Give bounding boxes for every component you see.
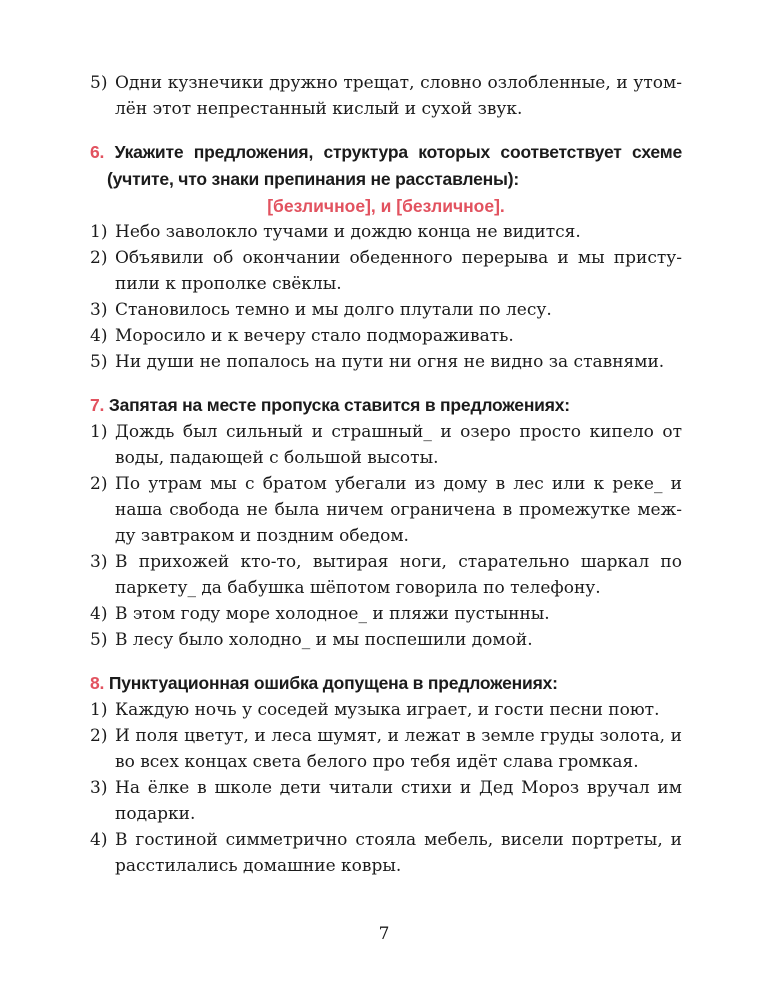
- option-number: 3): [90, 778, 108, 798]
- option-text: И поля цветут, и леса шумят, и лежат в земле груды золота, и: [115, 726, 682, 746]
- option-text: В гостиной симметрично стояла мебель, висели портреты, и: [115, 830, 682, 850]
- option-5: [90, 349, 682, 375]
- item-number: 5): [90, 73, 108, 93]
- option-3: [90, 775, 682, 801]
- option-text: В этом году море холодное_ и пляжи пустынны.: [115, 604, 550, 624]
- prev-item-5: [90, 70, 682, 122]
- option-1: [90, 419, 682, 445]
- question-heading-text: (учтите, что знаки препинания не расставлены):: [107, 169, 520, 189]
- question-heading-text: Запятая на месте пропуска ставится в предложениях:: [108, 395, 570, 415]
- option-text: Моросило и к вечеру стало подмораживать.: [115, 326, 514, 346]
- option-number: 4): [90, 326, 108, 346]
- option-text: В прихожей кто-то, вытирая ноги, старательно шаркал по: [115, 552, 682, 572]
- option-text: Объявили об окончании обеденного перерыва и мы присту-: [115, 248, 682, 268]
- option-text: Ни души не попалось на пути ни огня не видно за ставнями.: [115, 352, 665, 372]
- option-text: расстилались домашние ковры.: [115, 856, 402, 876]
- option-text: паркету_ да бабушка шёпотом говорила по телефону.: [115, 578, 601, 598]
- option-4: [90, 601, 682, 627]
- option-text: подарки.: [115, 804, 196, 824]
- option-text: ду завтраком и поздним обедом.: [115, 526, 409, 546]
- question-6: [90, 139, 682, 375]
- option-text: Становилось темно и мы долго плутали по лесу.: [115, 300, 552, 320]
- option-text: В лесу было холодно_ и мы поспешили домой.: [115, 630, 533, 650]
- option-number: 2): [90, 248, 108, 268]
- option-text: наша свобода не была ничем ограничена в промежутке меж-: [115, 500, 682, 520]
- option-text: воды, падающей с большой высоты.: [115, 448, 439, 468]
- question-8-heading: [90, 670, 682, 697]
- option-2: [90, 723, 682, 749]
- option-number: 3): [90, 300, 108, 320]
- option-3: [90, 549, 682, 575]
- option-number: 4): [90, 604, 108, 624]
- option-1: [90, 697, 682, 723]
- question-6-heading: [90, 139, 682, 166]
- option-text: Каждую ночь у соседей музыка играет, и гости песни поют.: [115, 700, 660, 720]
- option-1: [90, 219, 682, 245]
- option-5: [90, 627, 682, 653]
- item-text: лён этот непрестанный кислый и сухой звук.: [115, 99, 523, 119]
- option-3: [90, 297, 682, 323]
- option-number: 1): [90, 222, 108, 242]
- option-text: во всех концах света белого про тебя идёт слава громкая.: [115, 752, 639, 772]
- option-number: 2): [90, 474, 108, 494]
- question-8: [90, 670, 682, 879]
- question-number: 8.: [90, 673, 105, 693]
- option-number: 2): [90, 726, 108, 746]
- option-4: [90, 827, 682, 853]
- item-text: Одни кузнечики дружно трещат, словно озлобленные, и утом-: [115, 73, 682, 93]
- option-text: По утрам мы с братом убегали из дому в лес или к реке_ и: [115, 474, 682, 494]
- option-2: [90, 471, 682, 497]
- page-content: [90, 70, 682, 879]
- option-number: 3): [90, 552, 108, 572]
- option-number: 5): [90, 630, 108, 650]
- option-number: 1): [90, 422, 108, 442]
- page-number: 7: [378, 924, 390, 944]
- question-7-heading: [90, 392, 682, 419]
- option-number: 5): [90, 352, 108, 372]
- question-heading-text: Пунктуационная ошибка допущена в предложениях:: [108, 673, 558, 693]
- option-4: [90, 323, 682, 349]
- option-text: пили к прополке свёклы.: [115, 274, 342, 294]
- option-number: 1): [90, 700, 108, 720]
- option-number: 4): [90, 830, 108, 850]
- question-heading-text: Укажите предложения, структура которых соответствует схеме: [114, 142, 682, 162]
- option-2: [90, 245, 682, 271]
- question-number: 7.: [90, 395, 105, 415]
- option-text: Небо заволокло тучами и дождю конца не видится.: [115, 222, 581, 242]
- question-7: [90, 392, 682, 653]
- option-text: На ёлке в школе дети читали стихи и Дед Мороз вручал им: [115, 778, 682, 798]
- option-text: Дождь был сильный и страшный_ и озеро просто кипело от: [115, 422, 682, 442]
- scheme-formula: [безличное], и [безличное].: [267, 196, 505, 216]
- question-number: 6.: [90, 142, 105, 162]
